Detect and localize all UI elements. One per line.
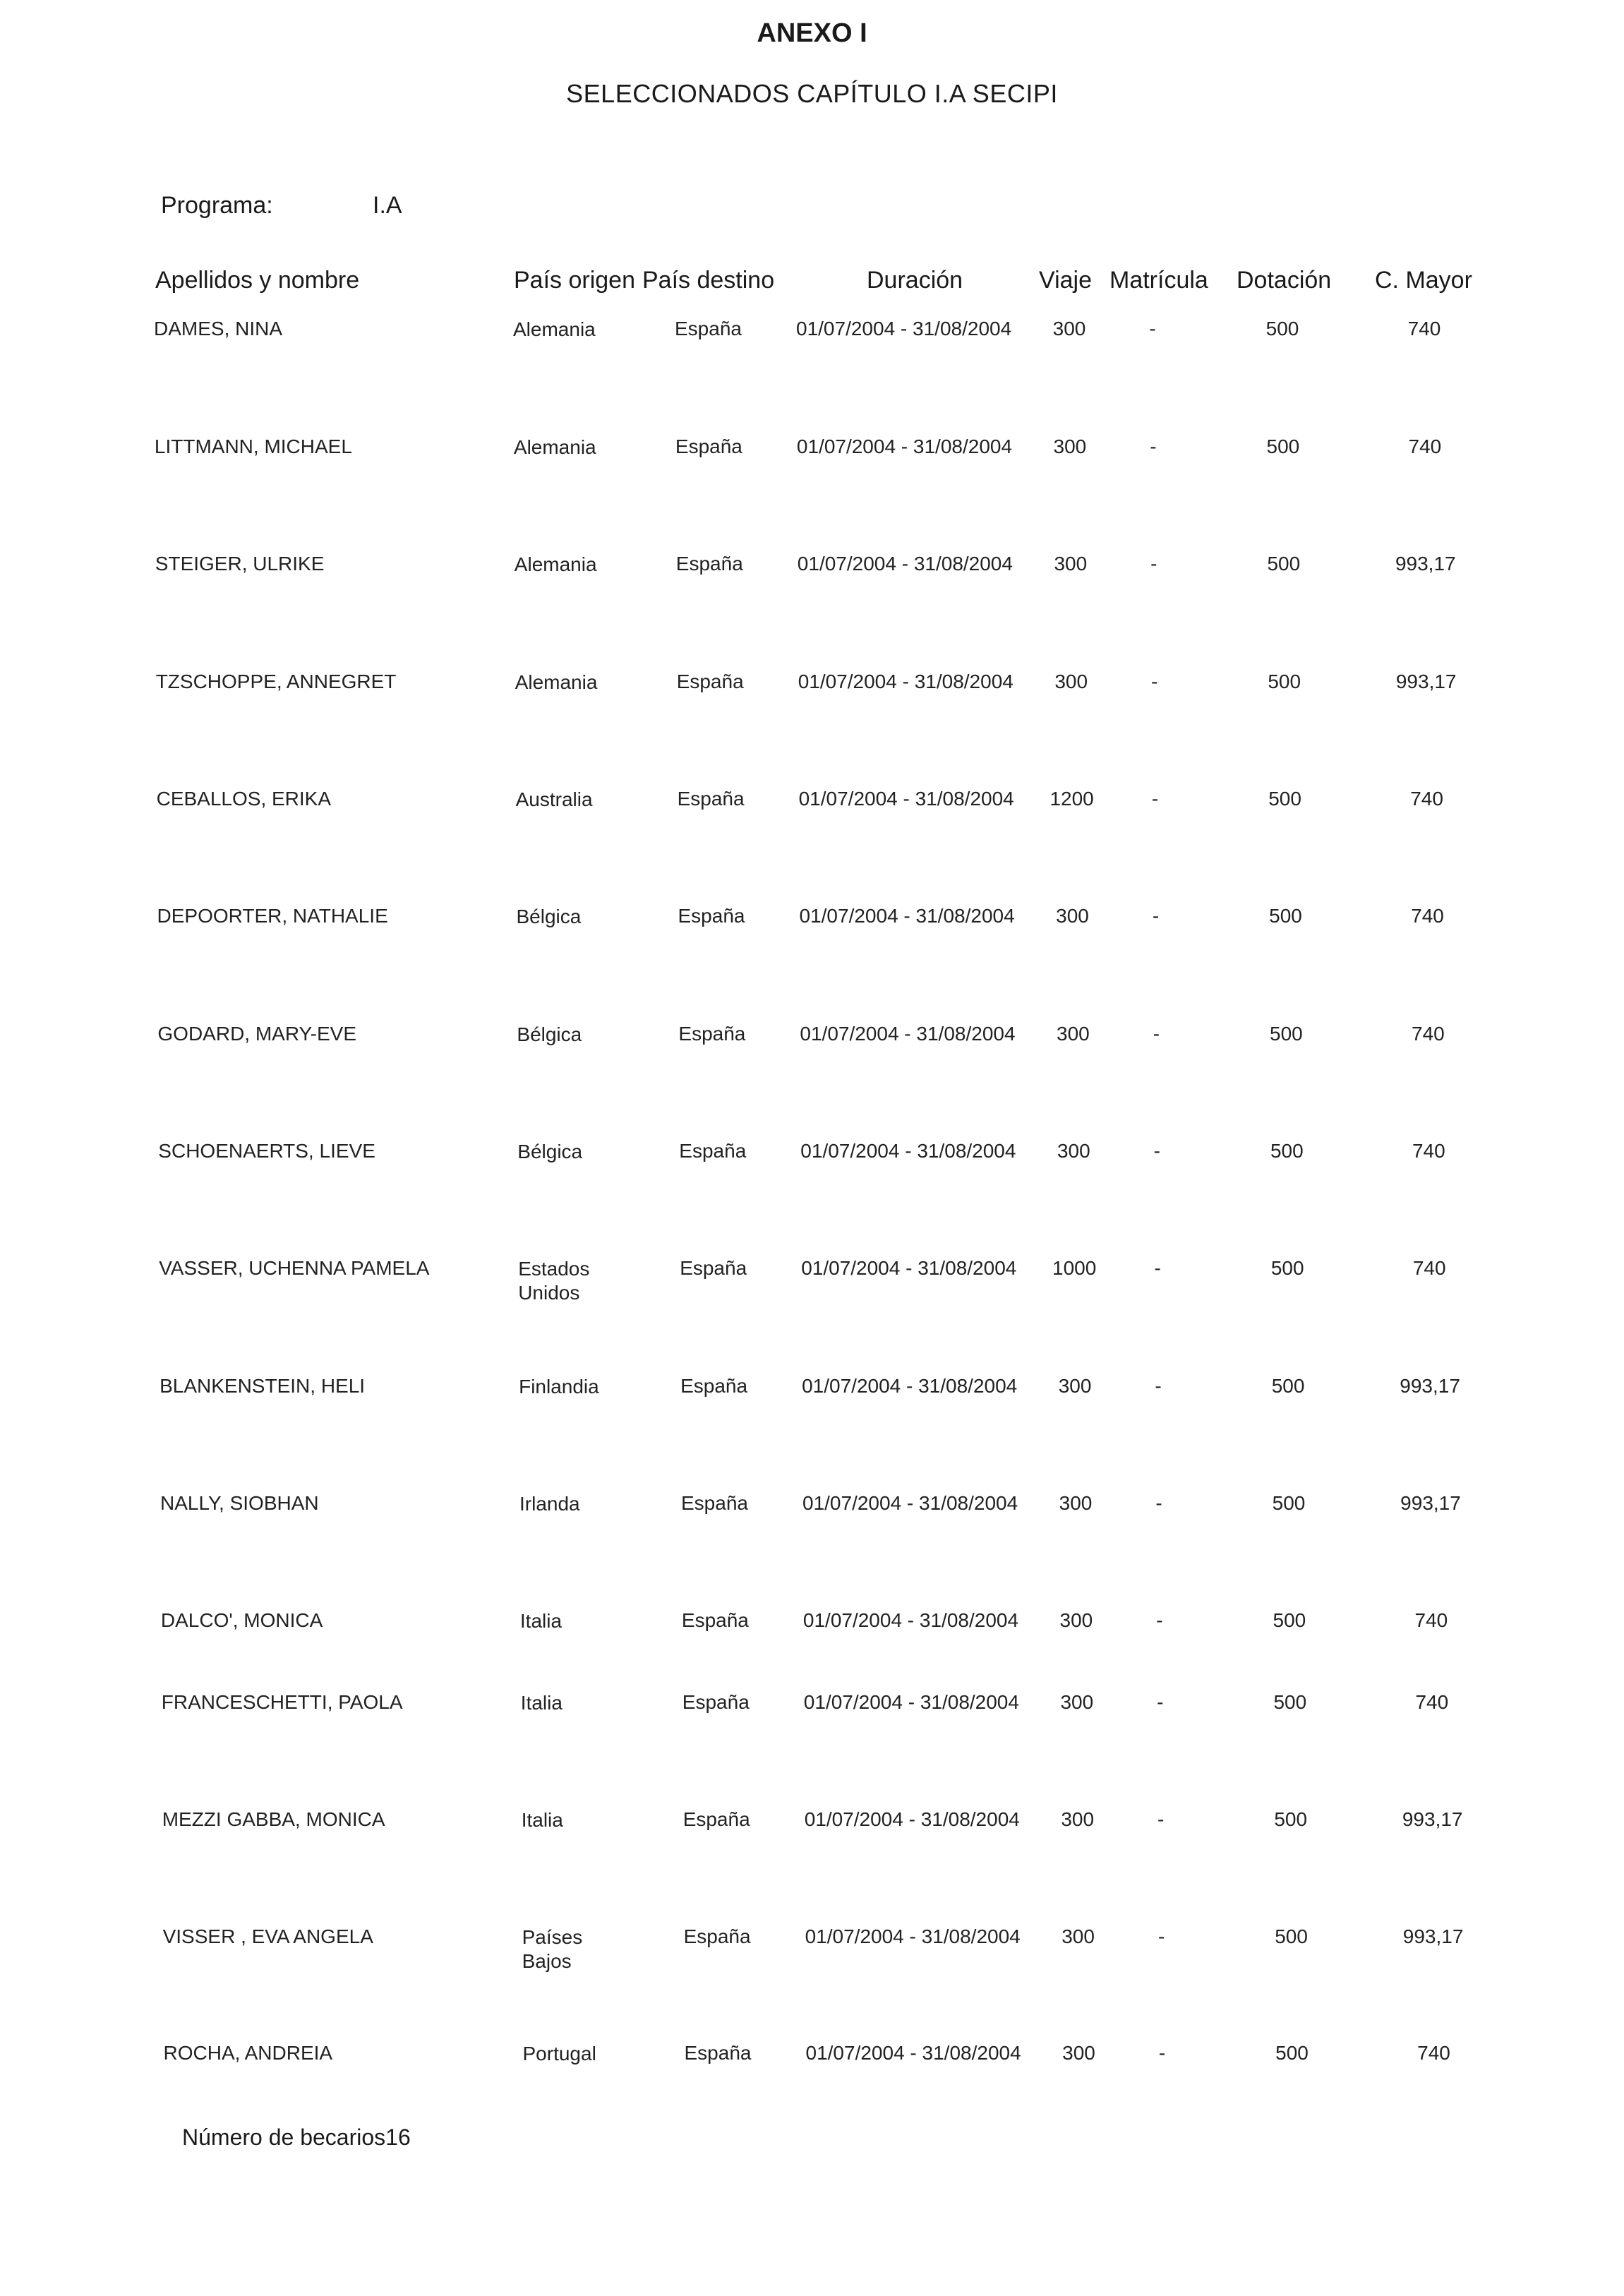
annex-title: ANEXO I [757,18,867,48]
cell-matricula: - [1158,2042,1166,2064]
cell-viaje: 1000 [1052,1257,1097,1279]
cell-c-mayor: 993,17 [1395,671,1457,692]
cell-pais-destino: España [682,1808,750,1830]
cell-nombre: DEPOORTER, NATHALIE [157,905,388,927]
cell-c-mayor: 740 [1414,1609,1448,1631]
cell-nombre: VISSER , EVA ANGELA [162,1925,373,1947]
cell-matricula: - [1157,1925,1165,1947]
header-apellidos-nombre: Apellidos y nombre [155,267,360,294]
cell-pais-destino: España [683,1925,751,1947]
cell-matricula: - [1149,318,1156,339]
cell-pais-destino: España [676,671,744,692]
cell-pais-origen: Alemania [514,553,597,575]
cell-matricula: - [1151,788,1159,810]
cell-nombre: STEIGER, ULRIKE [155,553,325,575]
cell-nombre: CEBALLOS, ERIKA [156,788,332,810]
cell-dotacion: 500 [1272,1492,1306,1514]
cell-dotacion: 500 [1274,1808,1308,1830]
cell-matricula: - [1157,1691,1164,1713]
cell-pais-origen: Bélgica [517,1023,582,1045]
cell-duracion: 01/07/2004 - 31/08/2004 [797,553,1013,575]
cell-viaje: 300 [1053,435,1087,457]
cell-pais-origen: Bélgica [516,906,582,927]
cell-c-mayor: 993,17 [1400,1492,1461,1514]
cell-c-mayor: 740 [1407,318,1441,339]
annex-subtitle: SELECCIONADOS CAPÍTULO I.A SECIPI [566,79,1058,108]
cell-dotacion: 500 [1267,553,1301,575]
cell-nombre: NALLY, SIOBHAN [160,1492,319,1514]
cell-pais-destino: España [682,1691,750,1713]
cell-c-mayor: 993,17 [1402,1808,1463,1830]
header-dotacion: Dotación [1237,267,1332,294]
cell-viaje: 300 [1054,671,1088,692]
cell-pais-origen: Finlandia [519,1376,599,1398]
cell-pais-destino: España [679,1140,747,1162]
cell-pais-origen: Italia [519,1610,563,1632]
cell-viaje: 300 [1058,1375,1092,1397]
cell-pais-destino: España [677,788,745,810]
cell-viaje: 300 [1061,1808,1095,1830]
cell-dotacion: 500 [1270,1023,1303,1045]
cell-nombre: MEZZI GABBA, MONICA [162,1808,385,1830]
cell-duracion: 01/07/2004 - 31/08/2004 [798,671,1014,692]
cell-dotacion: 500 [1270,1257,1304,1279]
cell-matricula: - [1154,1257,1161,1279]
cell-pais-destino: España [681,1492,748,1514]
cell-viaje: 300 [1059,1609,1093,1631]
cell-viaje: 1200 [1049,788,1094,810]
cell-pais-destino: España [675,435,742,457]
cell-nombre: FRANCESCHETTI, PAOLA [161,1691,403,1713]
header-viaje: Viaje [1039,267,1092,294]
cell-c-mayor: 993,17 [1395,553,1456,575]
cell-dotacion: 500 [1273,1609,1306,1631]
cell-matricula: - [1153,1140,1160,1162]
cell-matricula: - [1156,1609,1163,1631]
header-matricula: Matrícula [1109,267,1208,294]
cell-matricula: - [1157,1808,1165,1830]
cell-viaje: 300 [1059,1492,1093,1514]
header-pais-destino: País destino [642,267,775,294]
cell-matricula: - [1152,905,1160,927]
cell-viaje: 300 [1057,1140,1090,1162]
cell-viaje: 300 [1061,1925,1095,1947]
cell-c-mayor: 993,17 [1400,1375,1460,1397]
cell-duracion: 01/07/2004 - 31/08/2004 [800,1023,1016,1045]
cell-pais-origen: Alemania [513,436,596,458]
cell-nombre: VASSER, UCHENNA PAMELA [159,1257,430,1279]
cell-viaje: 300 [1052,318,1086,339]
cell-matricula: - [1150,553,1157,575]
cell-c-mayor: 740 [1412,1140,1445,1162]
cell-matricula: - [1150,435,1157,457]
cell-dotacion: 500 [1275,2042,1309,2064]
cell-matricula: - [1153,1023,1160,1045]
cell-pais-destino: España [678,905,745,927]
cell-pais-origen: Estados Unidos [518,1258,590,1304]
cell-c-mayor: 993,17 [1402,1925,1464,1947]
cell-nombre: ROCHA, ANDREIA [163,2042,333,2064]
programa-value: I.A [373,192,402,219]
cell-pais-origen: Australia [515,788,593,810]
cell-duracion: 01/07/2004 - 31/08/2004 [801,1257,1017,1279]
cell-matricula: - [1151,671,1158,692]
cell-dotacion: 500 [1268,788,1301,810]
cell-dotacion: 500 [1266,435,1300,457]
header-c-mayor: C. Mayor [1375,267,1472,294]
cell-viaje: 300 [1060,1691,1094,1713]
cell-duracion: 01/07/2004 - 31/08/2004 [803,1691,1019,1713]
cell-duracion: 01/07/2004 - 31/08/2004 [798,788,1014,810]
cell-dotacion: 500 [1269,905,1302,927]
cell-nombre: LITTMANN, MICHAEL [154,435,352,457]
cell-pais-destino: España [684,2042,752,2064]
cell-duracion: 01/07/2004 - 31/08/2004 [796,435,1013,457]
cell-pais-origen: Irlanda [519,1493,580,1515]
numero-becarios: Número de becarios16 [182,2124,411,2150]
cell-pais-destino: España [675,318,742,339]
cell-duracion: 01/07/2004 - 31/08/2004 [800,1140,1016,1162]
cell-nombre: SCHOENAERTS, LIEVE [158,1140,375,1162]
cell-c-mayor: 740 [1412,1023,1445,1045]
cell-duracion: 01/07/2004 - 31/08/2004 [796,318,1012,339]
cell-c-mayor: 740 [1417,2042,1450,2064]
header-pais-origen: País origen [514,267,635,294]
cell-nombre: TZSCHOPPE, ANNEGRET [155,671,397,692]
cell-dotacion: 500 [1275,1925,1308,1947]
cell-c-mayor: 740 [1412,1257,1446,1279]
cell-duracion: 01/07/2004 - 31/08/2004 [805,1925,1021,1947]
cell-pais-destino: España [678,1023,746,1045]
cell-duracion: 01/07/2004 - 31/08/2004 [799,905,1015,927]
cell-matricula: - [1155,1492,1162,1514]
cell-matricula: - [1155,1375,1162,1397]
programa-label: Programa: [161,192,273,219]
cell-pais-destino: España [675,553,743,575]
cell-viaje: 300 [1056,905,1089,927]
cell-viaje: 300 [1062,2042,1095,2064]
header-duracion: Duración [867,267,963,294]
cell-viaje: 300 [1057,1023,1090,1045]
cell-pais-origen: Bélgica [517,1141,583,1162]
cell-c-mayor: 740 [1410,788,1443,810]
cell-viaje: 300 [1054,553,1088,575]
cell-pais-origen: Italia [521,1809,563,1831]
cell-dotacion: 500 [1271,1375,1305,1397]
cell-nombre: BLANKENSTEIN, HELI [160,1375,366,1397]
cell-pais-origen: Alemania [515,671,598,693]
cell-c-mayor: 740 [1411,905,1444,927]
cell-dotacion: 500 [1273,1691,1307,1713]
cell-c-mayor: 740 [1408,435,1442,457]
cell-duracion: 01/07/2004 - 31/08/2004 [804,1808,1020,1830]
cell-nombre: GODARD, MARY-EVE [157,1023,357,1045]
cell-c-mayor: 740 [1415,1691,1449,1713]
cell-duracion: 01/07/2004 - 31/08/2004 [805,2042,1021,2064]
cell-dotacion: 500 [1268,671,1301,692]
cell-nombre: DALCO', MONICA [160,1609,323,1631]
cell-pais-destino: España [680,1375,748,1397]
cell-dotacion: 500 [1265,318,1299,339]
cell-pais-destino: España [680,1257,747,1279]
cell-pais-origen: Países Bajos [522,1926,583,1972]
cell-pais-origen: Portugal [522,2043,596,2064]
cell-dotacion: 500 [1270,1140,1304,1162]
cell-duracion: 01/07/2004 - 31/08/2004 [802,1609,1019,1631]
cell-pais-origen: Alemania [513,318,596,340]
cell-pais-destino: España [681,1609,749,1631]
cell-duracion: 01/07/2004 - 31/08/2004 [802,1375,1018,1397]
cell-nombre: DAMES, NINA [154,318,283,339]
cell-pais-origen: Italia [520,1692,563,1714]
cell-duracion: 01/07/2004 - 31/08/2004 [802,1492,1018,1514]
